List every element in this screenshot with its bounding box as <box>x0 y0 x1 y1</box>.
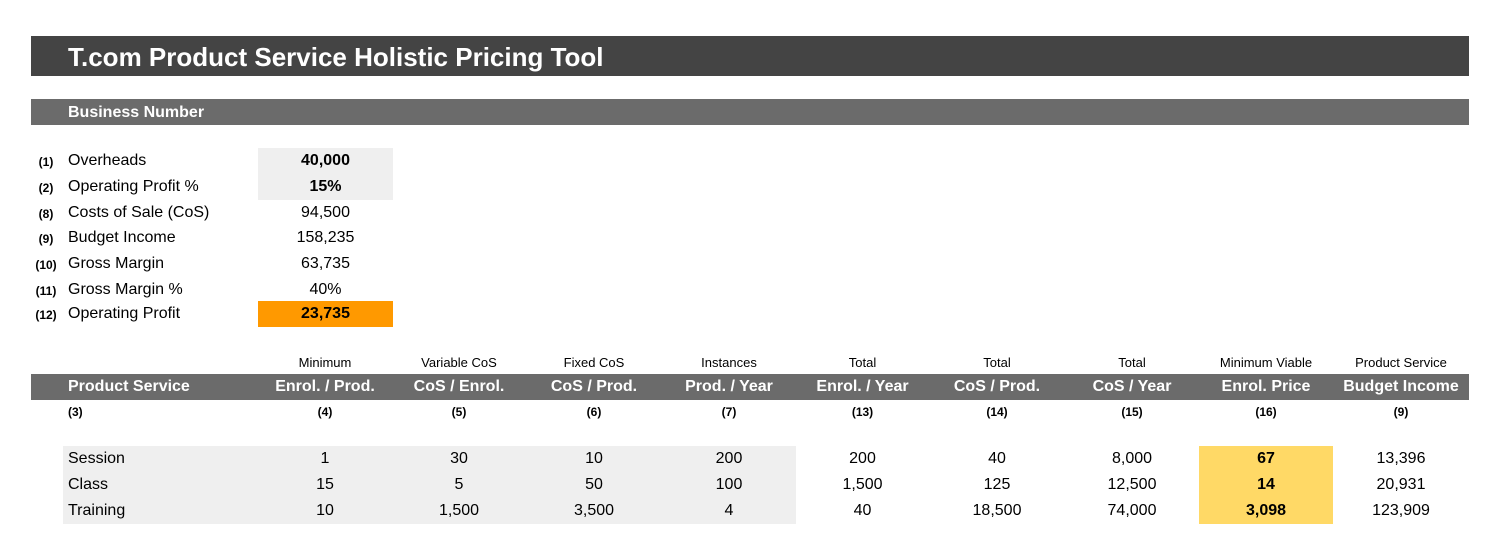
table-cell[interactable]: 3,500 <box>573 502 615 519</box>
row-label: Session <box>68 450 125 467</box>
column-header: Enrol. / Year <box>816 378 909 395</box>
table-cell: 40 <box>988 450 1006 467</box>
column-ref-number: (13) <box>851 405 874 419</box>
column-ref-number: (9) <box>1393 405 1409 419</box>
table-cell[interactable]: 100 <box>715 476 743 493</box>
column-header-top: Total <box>1118 355 1146 370</box>
table-cell: 20,931 <box>1376 476 1426 493</box>
table-cell[interactable]: 200 <box>715 450 743 467</box>
table-cell[interactable]: 10 <box>316 502 334 519</box>
metric-ref-number: (12) <box>35 308 57 322</box>
column-header-top: Total <box>983 355 1011 370</box>
table-cell[interactable]: 30 <box>450 450 468 467</box>
column-header: CoS / Prod. <box>550 378 638 395</box>
table-cell: 14 <box>1257 476 1275 493</box>
column-header-top: Minimum Viable <box>1219 355 1313 370</box>
metric-row <box>0 174 400 200</box>
column-header: Product Service <box>68 378 190 395</box>
column-ref-number: (5) <box>451 405 467 419</box>
row-label: Class <box>68 476 109 493</box>
table-cell: 3,098 <box>1245 502 1287 519</box>
metric-label: Overheads <box>68 152 147 169</box>
column-ref-number: (15) <box>1121 405 1143 419</box>
row-label: Training <box>68 502 126 519</box>
column-header: CoS / Year <box>1092 378 1172 395</box>
column-ref-number: (7) <box>721 405 737 419</box>
metric-row <box>0 225 400 251</box>
metric-ref-number: (11) <box>35 284 57 298</box>
table-cell[interactable]: 5 <box>454 476 464 493</box>
table-cell: 123,909 <box>1372 502 1430 519</box>
table-cell: 1,500 <box>842 476 883 493</box>
table-cell[interactable]: 1 <box>320 450 330 467</box>
table-cell[interactable]: 10 <box>585 450 603 467</box>
metric-label: Operating Profit <box>68 305 181 322</box>
metric-value[interactable]: 15% <box>258 174 393 200</box>
table-cell: 125 <box>983 476 1011 493</box>
table-cell: 12,500 <box>1107 476 1157 493</box>
table-cell: 200 <box>849 450 876 467</box>
column-ref-number: (4) <box>317 405 333 419</box>
section-header <box>31 99 1469 125</box>
metric-label: Operating Profit % <box>68 178 199 195</box>
column-header: CoS / Enrol. <box>413 378 505 395</box>
column-ref-number: (14) <box>986 405 1008 419</box>
metric-value: 94,500 <box>301 204 350 221</box>
metric-ref-number: (8) <box>38 207 54 221</box>
metric-row <box>0 148 400 174</box>
table-cell[interactable]: 4 <box>724 502 734 519</box>
column-header-top: Product Service <box>1355 355 1447 370</box>
metric-row <box>0 301 400 327</box>
column-header-top: Variable CoS <box>421 355 497 370</box>
metric-value: 63,735 <box>301 255 350 272</box>
column-ref-number: (6) <box>586 405 602 419</box>
metric-ref-number: (1) <box>38 155 54 169</box>
page-title: T.com Product Service Holistic Pricing Tool <box>68 42 604 72</box>
column-header: Prod. / Year <box>685 378 773 395</box>
column-header-top: Fixed CoS <box>563 355 625 370</box>
section-title: Business Number <box>68 104 205 121</box>
table-cell[interactable]: 50 <box>585 476 603 493</box>
metric-value: 158,235 <box>296 229 355 246</box>
metric-value[interactable]: 40,000 <box>258 148 393 174</box>
column-header: CoS / Prod. <box>953 378 1041 395</box>
metric-row <box>0 200 400 226</box>
metric-row <box>0 251 400 277</box>
column-ref-number: (16) <box>1255 405 1277 419</box>
table-cell[interactable]: 1,500 <box>438 502 480 519</box>
metric-value: 40% <box>309 281 342 298</box>
table-cell: 13,396 <box>1376 450 1426 467</box>
table-cell: 67 <box>1257 450 1275 467</box>
column-header: Enrol. Price <box>1221 378 1311 395</box>
metric-ref-number: (9) <box>38 232 54 246</box>
column-header-top: Instances <box>701 355 757 370</box>
title-bar <box>31 36 1469 76</box>
column-header-top: Total <box>848 355 877 370</box>
metric-value: 23,735 <box>258 301 393 327</box>
metric-ref-number: (2) <box>38 181 54 195</box>
metric-row <box>0 277 400 303</box>
metric-label: Budget Income <box>68 229 176 246</box>
column-ref-number: (3) <box>68 405 83 419</box>
table-cell: 74,000 <box>1107 502 1157 519</box>
column-header-top: Minimum <box>298 355 352 370</box>
metric-label: Costs of Sale (CoS) <box>68 204 210 221</box>
column-header: Budget Income <box>1343 378 1459 395</box>
table-cell: 8,000 <box>1111 450 1153 467</box>
metric-label: Gross Margin <box>68 255 165 272</box>
table-cell: 40 <box>853 502 872 519</box>
metric-ref-number: (10) <box>35 258 57 272</box>
metric-label: Gross Margin % <box>68 281 183 298</box>
table-cell: 18,500 <box>972 502 1022 519</box>
table-cell[interactable]: 15 <box>316 476 334 493</box>
column-header: Enrol. / Prod. <box>275 378 375 395</box>
